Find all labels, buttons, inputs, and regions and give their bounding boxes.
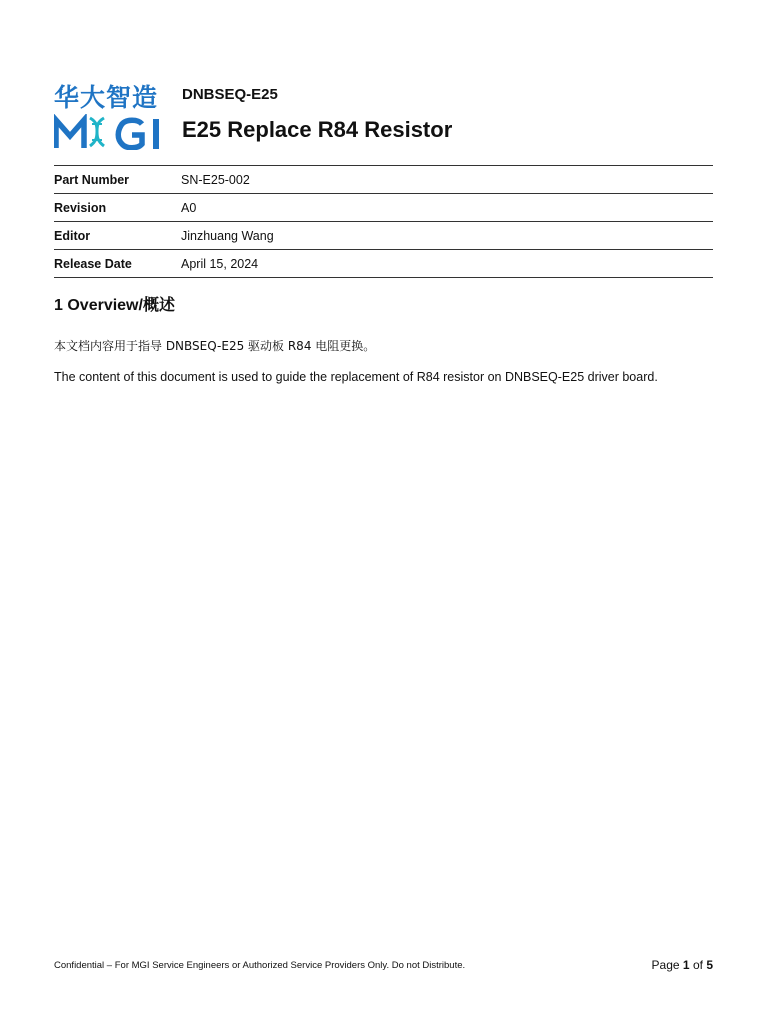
footer-confidential: Confidential – For MGI Service Engineers or Authorized Service Providers Only. Do not Distribute. [54, 960, 466, 971]
logo-chinese-text: 华大智造 [54, 83, 159, 112]
document-title: E25 Replace R84 Resistor [182, 117, 453, 142]
meta-label: Revision [54, 194, 181, 222]
meta-value: SN-E25-002 [181, 166, 713, 194]
meta-row-revision [54, 194, 713, 222]
mgi-wordmark [54, 114, 168, 150]
page-prefix: Page [651, 958, 680, 972]
page-number [652, 958, 713, 972]
meta-value: April 15, 2024 [181, 250, 713, 278]
meta-value: Jinzhuang Wang [181, 222, 713, 250]
meta-label: Editor [54, 222, 181, 250]
section-heading-overview: 1 Overview/概述 [54, 297, 175, 314]
page-of: of [692, 958, 703, 972]
overview-paragraph-en: The content of this document is used to guide the replacement of R84 resistor on DNBSEQ-E25 driver board. [54, 370, 658, 384]
mgi-logo [54, 84, 168, 150]
meta-row-editor [54, 222, 713, 250]
meta-row-part-number [54, 166, 713, 194]
page-current: 1 [682, 958, 690, 972]
meta-label: Part Number [54, 166, 181, 194]
product-name: DNBSEQ-E25 [182, 86, 278, 103]
overview-paragraph-cn: 本文档内容用于指导 DNBSEQ-E25 驱动板 R84 电阻更换。 [54, 339, 376, 353]
meta-label: Release Date [54, 250, 181, 278]
document-meta-table [54, 165, 713, 278]
meta-value: A0 [181, 194, 713, 222]
meta-row-release-date [54, 250, 713, 278]
page-total: 5 [706, 958, 713, 972]
